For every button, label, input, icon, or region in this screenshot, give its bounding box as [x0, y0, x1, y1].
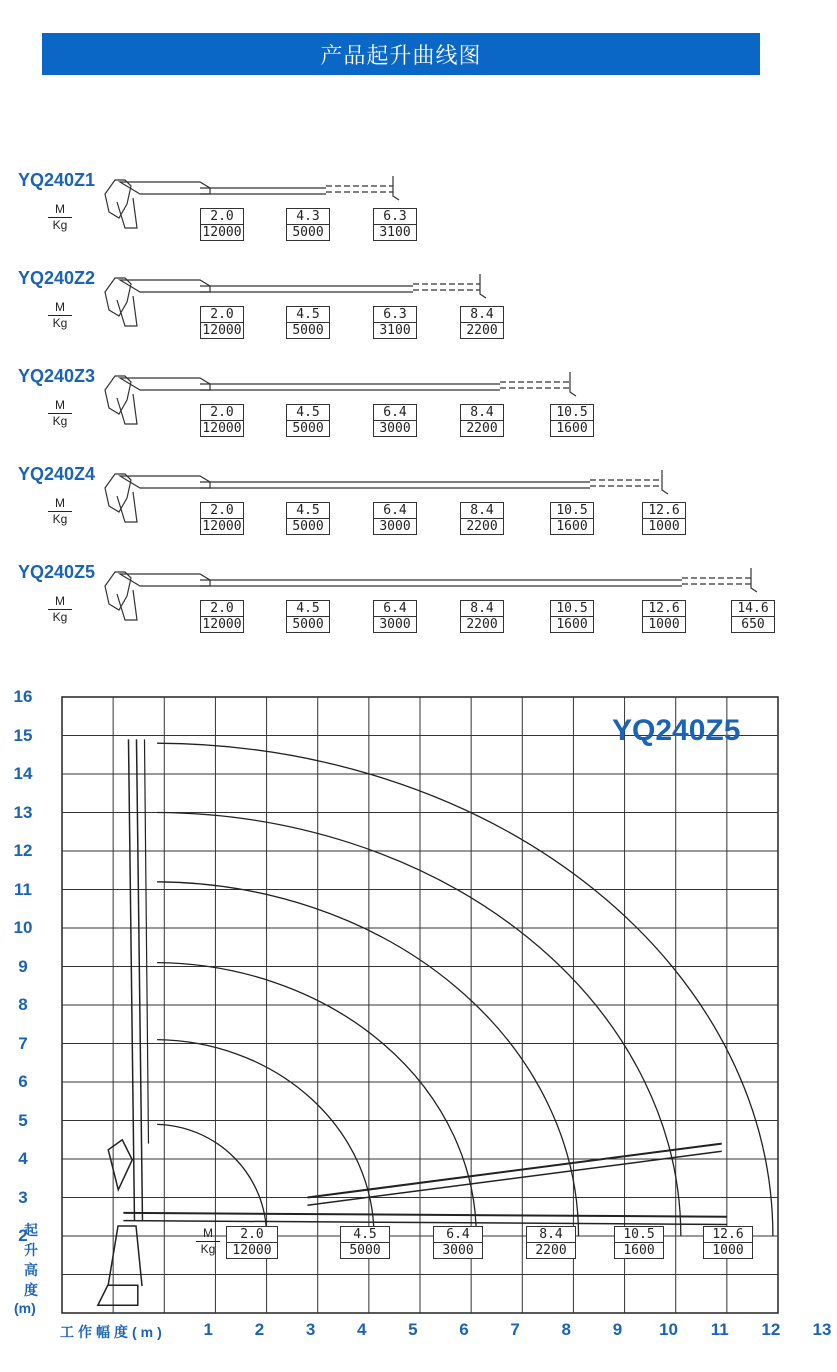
- load-label: 10.5 1600: [550, 502, 594, 535]
- y-axis-label-char: 起: [24, 1222, 38, 1238]
- load-label: 6.4 3000: [373, 600, 417, 633]
- chart-load-label: 8.4 2200: [526, 1226, 576, 1259]
- boom-vertical: [136, 739, 142, 1220]
- boom-vertical: [128, 739, 134, 1220]
- unit-label: M Kg: [48, 300, 72, 331]
- load-label: 6.3 3100: [373, 306, 417, 339]
- load-label: 8.4 2200: [460, 306, 504, 339]
- y-tick-label: 16: [13, 687, 33, 706]
- x-tick-label: 10: [659, 1320, 679, 1339]
- load-label: 4.5 5000: [286, 306, 330, 339]
- x-tick-label: 8: [561, 1320, 572, 1339]
- load-label: 12.6 1000: [642, 502, 686, 535]
- y-axis-label-char: 升: [24, 1242, 38, 1258]
- lift-arc: [157, 743, 773, 1236]
- lift-arc: [157, 1124, 266, 1236]
- y-tick-label: 7: [18, 1033, 28, 1053]
- load-label: 4.3 5000: [286, 208, 330, 241]
- crane-main-boom: [120, 182, 210, 194]
- load-label: 14.6 650: [731, 600, 775, 633]
- chart-unit-label: M Kg: [196, 1226, 220, 1257]
- chart-load-label: 10.5 1600: [614, 1226, 664, 1259]
- lift-arc: [157, 882, 578, 1236]
- unit-label: M Kg: [48, 496, 72, 527]
- chart-load-label: 12.6 1000: [703, 1226, 753, 1259]
- boom-horizontal: [123, 1213, 726, 1217]
- y-tick-label: 3: [18, 1187, 28, 1207]
- x-tick-label: 11: [710, 1320, 729, 1339]
- load-label: 2.0 12000: [200, 306, 244, 339]
- load-label: 12.6 1000: [642, 600, 686, 633]
- lift-arc: [157, 813, 681, 1237]
- load-label: 8.4 2200: [460, 600, 504, 633]
- boom-hook: [570, 372, 576, 396]
- model-name: YQ240Z1: [18, 170, 96, 190]
- boom-raised: [307, 1144, 721, 1198]
- x-tick-label: 6: [459, 1320, 469, 1339]
- chart-title: YQ240Z5: [612, 714, 741, 747]
- y-axis-label-char: (m): [14, 1300, 36, 1316]
- chart-load-label: 4.5 5000: [340, 1226, 390, 1259]
- x-tick-label: 4: [356, 1320, 367, 1339]
- load-label: 8.4 2200: [460, 404, 504, 437]
- crane-drawing: [105, 274, 486, 326]
- crane-drawing: [105, 372, 576, 424]
- load-label: 4.5 5000: [286, 404, 330, 437]
- model-name: YQ240Z3: [18, 366, 96, 386]
- y-axis-label-char: 度: [24, 1282, 38, 1298]
- model-name: YQ240Z4: [18, 464, 96, 484]
- y-tick-label: 5: [18, 1110, 28, 1130]
- model-name: YQ240Z2: [18, 268, 96, 288]
- load-label: 2.0 12000: [200, 404, 244, 437]
- x-tick-label: 5: [408, 1320, 418, 1339]
- x-tick-label: 7: [510, 1320, 520, 1339]
- unit-label: M Kg: [48, 594, 72, 625]
- load-label: 4.5 5000: [286, 600, 330, 633]
- load-label: 6.3 3100: [373, 208, 417, 241]
- y-tick-label: 12: [13, 841, 33, 860]
- crane-main-boom: [120, 280, 210, 292]
- y-tick-label: 2: [18, 1226, 28, 1245]
- chart-load-label: 6.4 3000: [433, 1226, 483, 1259]
- load-label: 6.4 3000: [373, 502, 417, 535]
- x-tick-label: 9: [612, 1320, 623, 1339]
- crane-main-boom: [120, 476, 210, 488]
- load-label: 2.0 12000: [200, 600, 244, 633]
- page-title: 产品起升曲线图: [320, 42, 482, 68]
- x-axis-label: 工作幅度(m): [60, 1324, 166, 1340]
- load-label: 2.0 12000: [200, 502, 244, 535]
- crane-drawing: [105, 176, 399, 228]
- crane-main-boom: [120, 574, 210, 586]
- crane-drawing: [105, 568, 757, 620]
- boom-vertical: [144, 739, 148, 1143]
- lift-arc: [157, 1040, 374, 1236]
- y-axis-label-char: 高: [24, 1262, 38, 1278]
- load-label: 6.4 3000: [373, 404, 417, 437]
- y-tick-label: 14: [13, 764, 33, 783]
- model-name: YQ240Z5: [18, 562, 96, 582]
- unit-label: M Kg: [48, 202, 72, 233]
- crane-drawing: [105, 470, 668, 522]
- y-tick-label: 11: [14, 879, 32, 899]
- boom-hook: [393, 176, 399, 200]
- x-tick-label: 3: [305, 1320, 316, 1339]
- crane-base: [98, 1140, 142, 1306]
- x-tick-label: 12: [761, 1320, 781, 1339]
- y-tick-label: 15: [13, 725, 33, 745]
- load-label: 4.5 5000: [286, 502, 330, 535]
- boom-hook: [480, 274, 486, 298]
- boom-horizontal: [123, 1221, 726, 1225]
- boom-hook: [751, 568, 757, 592]
- crane-main-boom: [120, 378, 210, 390]
- y-tick-label: 9: [18, 956, 28, 976]
- x-tick-label: 13: [812, 1320, 832, 1339]
- y-tick-label: 6: [18, 1072, 28, 1091]
- chart-load-label: 2.0 12000: [226, 1226, 278, 1259]
- x-tick-label: 2: [254, 1320, 265, 1339]
- load-label: 2.0 12000: [200, 208, 244, 241]
- x-tick-label: 1: [203, 1320, 214, 1339]
- y-tick-label: 13: [13, 802, 33, 822]
- boom-hook: [662, 470, 668, 494]
- y-tick-label: 10: [13, 918, 33, 937]
- load-label: 8.4 2200: [460, 502, 504, 535]
- y-tick-label: 4: [18, 1149, 28, 1168]
- load-label: 10.5 1600: [550, 404, 594, 437]
- y-tick-label: 8: [18, 995, 28, 1014]
- load-label: 10.5 1600: [550, 600, 594, 633]
- unit-label: M Kg: [48, 398, 72, 429]
- lift-arc: [157, 963, 476, 1236]
